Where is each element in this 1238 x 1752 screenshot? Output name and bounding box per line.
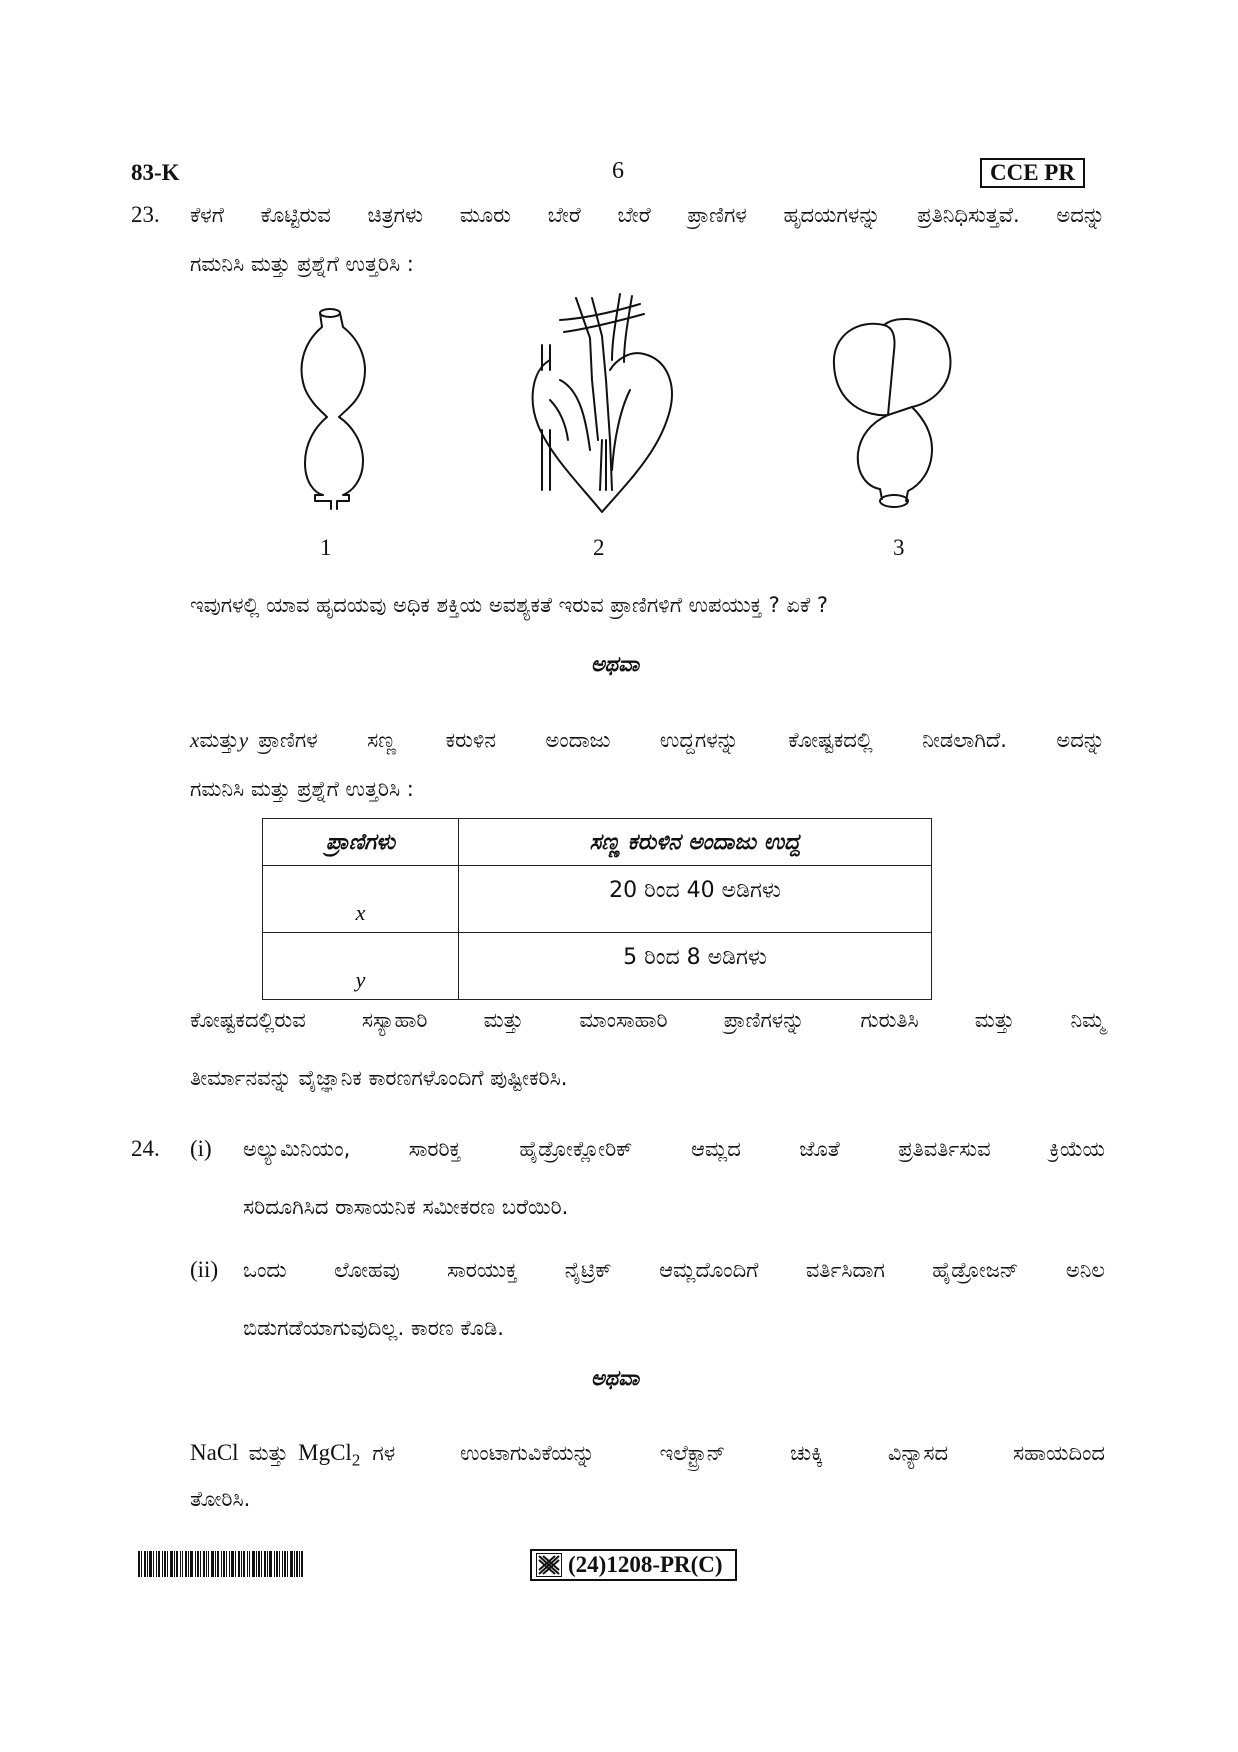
q23-intro-line2: ಗಮನಿಸಿ ಮತ್ತು ಪ್ರಶ್ನೆಗೆ ಉತ್ತರಿಸಿ :	[190, 252, 414, 276]
series-code-box: CCE PR	[980, 158, 1085, 188]
q24-alt-line1	[190, 1438, 1105, 1476]
formula-mgcl: MgCl	[298, 1440, 352, 1465]
q24-alt-line2: ತೋರಿಸಿ.	[190, 1487, 251, 1511]
figure-label-1: 1	[320, 535, 332, 560]
and-word: ಮತ್ತು	[248, 1441, 289, 1465]
footer-code-text: (24)1208-PR(C)	[568, 1552, 723, 1577]
paper-code: 83-K	[131, 160, 180, 185]
heart-figure-2	[520, 290, 680, 520]
formula-nacl: NaCl	[190, 1440, 239, 1465]
q23-alt-question-line2: ತೀರ್ಮಾನವನ್ನು ವೈಜ್ಞಾನಿಕ ಕಾರಣಗಳೊಂದಿಗೆ ಪುಷ್ಟೀಕರಿಸಿ.	[190, 1066, 568, 1090]
var-x: x	[190, 728, 200, 752]
table-cell-length: 20 ರಿಂದ 40 ಅಡಿಗಳು	[459, 866, 932, 933]
q24-part-i-label: (i)	[190, 1136, 212, 1161]
page-number: 6	[612, 158, 624, 184]
intestine-length-table	[262, 818, 932, 1000]
q24-part-ii-line2: ಬಿಡುಗಡೆಯಾಗುವುದಿಲ್ಲ. ಕಾರಣ ಕೊಡಿ.	[243, 1316, 504, 1340]
var-y: y	[238, 728, 249, 752]
heart-figure-1	[285, 305, 385, 515]
footer-code-box	[530, 1549, 737, 1581]
q23-alt-line1	[190, 725, 1105, 755]
table-row	[263, 933, 932, 1000]
q23-intro-line1: ಕೆಳಗೆ ಕೊಟ್ಟಿರುವ ಚಿತ್ರಗಳು ಮೂರು ಬೇರೆ ಬೇರೆ ಪ್ರಾಣಿಗಳ ಹೃದಯಗಳನ್ನು ಪ್ರತಿನಿಧಿಸುತ್ತವೆ. ಅದನ್ನು	[190, 203, 1105, 227]
alt-line1-rest: ಪ್ರಾಣಿಗಳ ಸಣ್ಣ ಕರುಳಿನ ಅಂದಾಜು ಉದ್ದಗಳನ್ನು ಕೋಷ್ಟಕದಲ್ಲಿ ನೀಡಲಾಗಿದೆ. ಅದನ್ನು	[258, 728, 1105, 752]
table-row	[263, 866, 932, 933]
heart-figure-3	[828, 315, 958, 515]
q24-number: 24.	[131, 1136, 160, 1161]
figure-label-3: 3	[893, 535, 905, 560]
q23-alt-question-line1: ಕೋಷ್ಟಕದಲ್ಲಿರುವ ಸಸ್ಯಾಹಾರಿ ಮತ್ತು ಮಾಂಸಾಹಾರಿ ಪ್ರಾಣಿಗಳನ್ನು ಗುರುತಿಸಿ ಮತ್ತು ನಿಮ್ಮ	[190, 1008, 1105, 1032]
q24-or-label: ಅಥವಾ	[590, 1366, 640, 1390]
barcode	[138, 1551, 370, 1577]
q23-alt-line2: ಗಮನಿಸಿ ಮತ್ತು ಪ್ರಶ್ನೆಗೆ ಉತ್ತರಿಸಿ :	[190, 777, 414, 801]
q23-number: 23.	[131, 202, 160, 227]
q23-question: ಇವುಗಳಲ್ಲಿ ಯಾವ ಹೃದಯವು ಅಧಿಕ ಶಕ್ತಿಯ ಅವಶ್ಯಕತೆ ಇರುವ ಪ್ರಾಣಿಗಳಿಗೆ ಉಪಯುಕ್ತ ? ಏಕೆ ?	[190, 593, 829, 617]
table-cell-animal: x	[263, 866, 459, 933]
figure-label-2: 2	[593, 535, 605, 560]
table-header-animals: ಪ್ರಾಣಿಗಳು	[263, 819, 459, 866]
q23-or-label: ಅಥವಾ	[590, 652, 640, 676]
table-cell-animal: y	[263, 933, 459, 1000]
q24-part-ii-line1: ಒಂದು ಲೋಹವು ಸಾರಯುಕ್ತ ನೈಟ್ರಿಕ್ ಆಮ್ಲದೊಂದಿಗೆ ವರ್ತಿಸಿದಾಗ ಹೈಡ್ರೋಜನ್ ಅನಿಲ	[243, 1258, 1105, 1282]
scan-mark-icon	[536, 1553, 562, 1577]
q24-part-i-line2: ಸರಿದೂಗಿಸಿದ ರಾಸಾಯನಿಕ ಸಮೀಕರಣ ಬರೆಯಿರಿ.	[243, 1195, 569, 1219]
alt-line1-rest: ಗಳ ಉಂಟಾಗುವಿಕೆಯನ್ನು ಇಲೆಕ್ಟ್ರಾನ್ ಚುಕ್ಕಿ ವಿನ್ಯಾಸದ ಸಹಾಯದಿಂದ	[372, 1441, 1105, 1465]
q24-part-ii-label: (ii)	[190, 1257, 219, 1282]
table-header-row	[263, 819, 932, 866]
table-header-length: ಸಣ್ಣ ಕರುಳಿನ ಅಂದಾಜು ಉದ್ದ	[459, 819, 932, 866]
table-cell-length: 5 ರಿಂದ 8 ಅಡಿಗಳು	[459, 933, 932, 1000]
and-word: ಮತ್ತು	[199, 728, 239, 752]
formula-subscript: 2	[351, 1450, 361, 1470]
q24-part-i-line1: ಅಲ್ಯುಮಿನಿಯಂ, ಸಾರರಿಕ್ತ ಹೈಡ್ರೋಕ್ಲೋರಿಕ್ ಆಮ್ಲದ ಜೊತೆ ಪ್ರತಿವರ್ತಿಸುವ ಕ್ರಿಯೆಯ	[243, 1137, 1105, 1161]
formula-mgcl2	[298, 1438, 360, 1476]
